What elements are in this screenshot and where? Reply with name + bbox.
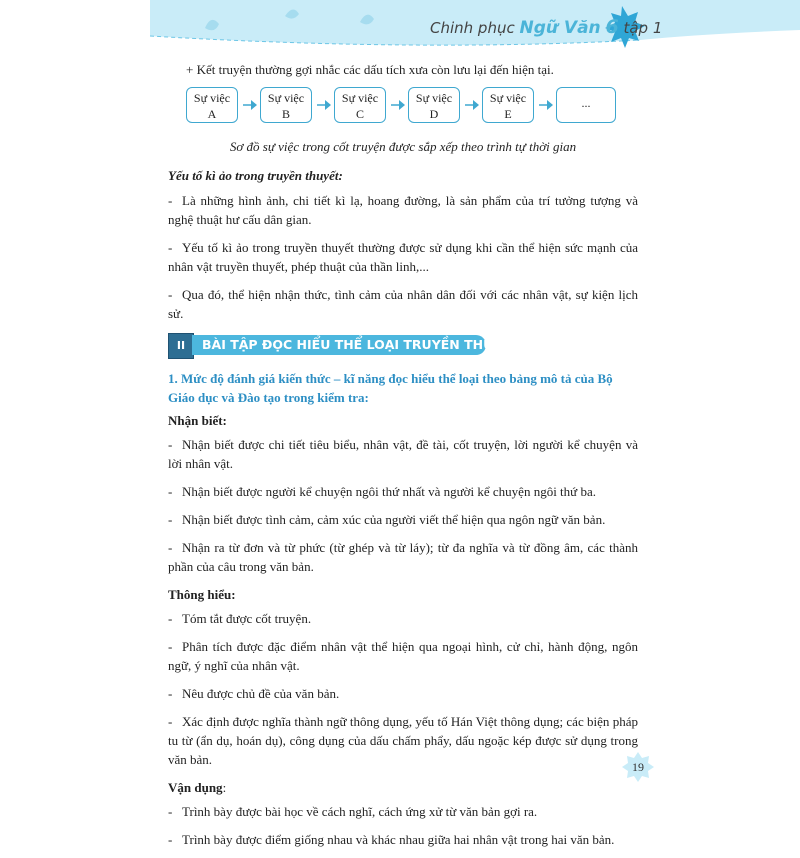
flow-caption: Sơ đồ sự việc trong cốt truyện được sắp xếp theo trình tự thời gian — [229, 139, 577, 154]
flow-box-a — [186, 87, 238, 123]
flow-box-b — [260, 87, 312, 123]
list-item-text: Nhận biết được chi tiết tiêu biểu, nhân vật, đề tài, cốt truyện, lời người kể chuyện và lời nhân vật. — [168, 437, 638, 471]
flow-box-letter: D — [429, 107, 439, 121]
header-title-suffix: tập 1 — [623, 19, 663, 37]
list-item: - Trình bày được bài học về cách nghĩ, cách ứng xử từ văn bản gợi ra. — [168, 804, 538, 819]
list-item: - Nhận biết được người kể chuyện ngôi thứ nhất và người kể chuyện ngôi thứ ba. — [168, 484, 596, 499]
flow-box-more — [556, 87, 616, 123]
flow-box-label: Sự việc — [341, 91, 379, 105]
section-title: BÀI TẬP ĐỌC HIỂU THỂ LOẠI TRUYỀN THUYẾT — [192, 335, 486, 355]
arrow-right-icon — [464, 99, 480, 111]
list-item-text: Nhận biết được tình cảm, cảm xúc của người viết thể hiện qua ngôn ngữ văn bản. — [182, 512, 606, 527]
list-item: - Nhận biết được chi tiết tiêu biểu, nhân vật, đề tài, cốt truyện, lời người kể chuyện và lời nhân vật. — [168, 437, 638, 471]
header-decoration — [0, 0, 800, 56]
list-item: - Phân tích được đặc điểm nhân vật thể hiện qua ngoại hình, cử chỉ, hành động, ngôn ngữ, ý nghĩ của nhân vật. — [168, 639, 638, 673]
list-item-text: Tóm tắt được cốt truyện. — [182, 611, 312, 626]
section-banner — [168, 333, 638, 359]
arrow-right-icon — [538, 99, 554, 111]
section-number: II — [168, 333, 194, 359]
list-item-text: Nêu được chủ đề của văn bản. — [182, 686, 340, 701]
flow-box-label: Sự việc — [489, 91, 527, 105]
list-item: - Nêu được chủ đề của văn bản. — [168, 686, 340, 701]
fantasy-heading: Yếu tố kì ảo trong truyền thuyết: — [168, 168, 343, 183]
list-item: - Qua đó, thể hiện nhận thức, tình cảm của nhân dân đối với các nhân vật, sự kiện lịch sử. — [168, 287, 638, 321]
list-item: - Là những hình ảnh, chi tiết kì lạ, hoang đường, là sản phẩm của trí tưởng tượng và nghệ thuật hư cấu dân gian. — [168, 193, 638, 227]
arrow-right-icon — [390, 99, 406, 111]
application-heading — [168, 778, 638, 797]
application-heading-colon: : — [222, 780, 227, 795]
list-item: - Nhận ra từ đơn và từ phức (từ ghép và từ láy); từ đa nghĩa và từ đồng âm, các thành phần của câu trong văn bản. — [168, 540, 638, 574]
list-item-text: Trình bày được điểm giống nhau và khác nhau giữa hai nhân vật trong hai văn bản. — [182, 832, 615, 847]
flow-box-letter: C — [355, 107, 364, 121]
flow-box-ellipsis: ... — [581, 96, 591, 110]
header-title-prefix: Chinh phục — [430, 19, 515, 37]
flow-box-letter: B — [281, 107, 290, 121]
list-item-text: Là những hình ảnh, chi tiết kì lạ, hoang đường, là sản phẩm của trí tưởng tượng và nghệ thuật hư cấu dân gian. — [168, 193, 638, 227]
list-item: - Trình bày được điểm giống nhau và khác nhau giữa hai nhân vật trong hai văn bản. — [168, 832, 615, 847]
understanding-heading: Thông hiểu: — [168, 587, 236, 602]
event-flow-diagram — [186, 87, 638, 131]
list-item-text: Yếu tố kì ảo trong truyền thuyết thường được sử dụng khi cần thể hiện sức mạnh của nhân vật truyền thuyết, phép thuật của thần linh,... — [168, 240, 638, 274]
list-item: - Tóm tắt được cốt truyện. — [168, 611, 312, 626]
application-heading-text: Vận dụng — [168, 780, 223, 795]
list-item-text: Trình bày được bài học về cách nghĩ, cách ứng xử từ văn bản gợi ra. — [182, 804, 538, 819]
header-title-number: 6 — [605, 16, 619, 38]
page-header — [0, 0, 800, 56]
arrow-right-icon — [242, 99, 258, 111]
list-item: - Nhận biết được tình cảm, cảm xúc của người viết thể hiện qua ngôn ngữ văn bản. — [168, 512, 606, 527]
flow-box-label: Sự việc — [267, 91, 305, 105]
flow-box-label: Sự việc — [193, 91, 231, 105]
flow-box-letter: A — [207, 107, 217, 121]
list-item: - Yếu tố kì ảo trong truyền thuyết thường được sử dụng khi cần thể hiện sức mạnh của nhân vật truyền thuyết, phép thuật của thần linh,... — [168, 240, 638, 274]
recognition-heading: Nhận biết: — [168, 413, 227, 428]
intro-line: + Kết truyện thường gợi nhắc các dấu tích xưa còn lưu lại đến hiện tại. — [186, 62, 554, 77]
list-item: - Xác định được nghĩa thành ngữ thông dụng, yếu tố Hán Việt thông dụng; các biện pháp tu từ (ẩn dụ, hoán dụ), công dụng của dấu chấm phẩy, dấu ngoặc kép được sử dụng trong văn bản. — [168, 714, 638, 767]
arrow-right-icon — [316, 99, 332, 111]
list-item-text: Qua đó, thể hiện nhận thức, tình cảm của nhân dân đối với các nhân vật, sự kiện lịch sử. — [168, 287, 638, 321]
flow-box-e — [482, 87, 534, 123]
list-item-text: Xác định được nghĩa thành ngữ thông dụng, yếu tố Hán Việt thông dụng; các biện pháp tu từ (ẩn dụ, hoán dụ), công dụng của dấu chấm phẩy, dấu ngoặc kép được sử dụng trong văn bản. — [168, 714, 638, 767]
page-content — [168, 60, 638, 858]
flow-box-d — [408, 87, 460, 123]
page-number-text: 19 — [632, 760, 644, 774]
header-title-subject: Ngữ Văn — [519, 18, 601, 38]
flow-box-letter: E — [504, 107, 512, 121]
list-item-text: Nhận ra từ đơn và từ phức (từ ghép và từ láy); từ đa nghĩa và từ đồng âm, các thành phần của câu trong văn bản. — [168, 540, 638, 574]
page-number — [625, 755, 651, 779]
list-item-text: Phân tích được đặc điểm nhân vật thể hiện qua ngoại hình, cử chỉ, hành động, ngôn ngữ, ý nghĩ của nhân vật. — [168, 639, 638, 673]
flow-box-label: Sự việc — [415, 91, 453, 105]
section-subheading: 1. Mức độ đánh giá kiến thức – kĩ năng đọc hiểu thể loại theo bảng mô tả của Bộ Giáo dục và Đào tạo trong kiểm tra: — [168, 371, 613, 405]
flow-box-c — [334, 87, 386, 123]
list-item-text: Nhận biết được người kể chuyện ngôi thứ nhất và người kể chuyện ngôi thứ ba. — [182, 484, 596, 499]
header-title — [430, 16, 662, 38]
